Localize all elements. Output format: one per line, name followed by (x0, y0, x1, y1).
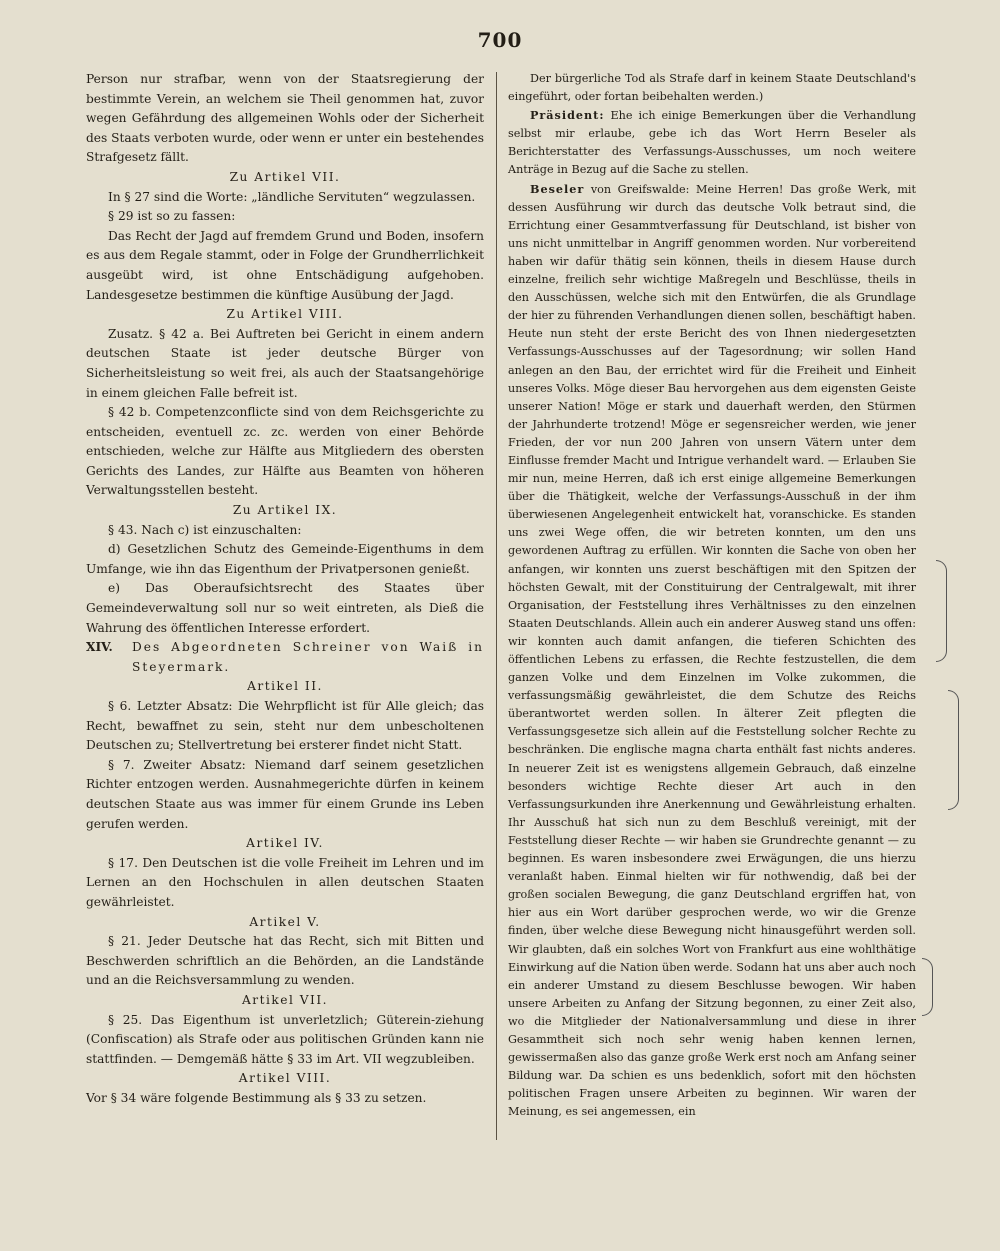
margin-bracket-mark (936, 560, 947, 662)
section-heading: Zu Artikel VII. (229, 169, 341, 184)
paragraph: Vor § 34 wäre folgende Bestimmung als § 33 zu setzen. (86, 1090, 427, 1105)
left-column (86, 70, 484, 1108)
section-heading: Artikel II. (247, 679, 323, 694)
speech-text: von Greifswalde: Meine Herren! Das große Werk, mit dessen Ausführung wir durch das deutsche Volk betraut sind, die Errichtung einer Gesammtverfassung für Deutschland, ist bisher von uns nicht unmittelbar in Angriff genommen worden. Nur vorbereitend haben wir dafür thätig sein können, theils in diesem Hause durch einzelne, freilich sehr wichtige Maßregeln und Beschlüsse, theils in den Ausschüssen, welche sich mit den Entwürfen, die als Grundlage der hier zu führenden Verhandlungen dienen sollen, beschäftigt haben. Heute nun steht der erste Bericht des von Ihnen niedergesetzten Verfassungs-Ausschusses auf der Tagesordnung; wir sollen Hand anlegen an den Bau, der errichtet wird für die Freiheit und Einheit unseres Volks. Möge dieser Bau hervorgehen aus dem eigensten Geiste unserer Nation! Möge er stark und dauerhaft werden, den Stürmen der Jahrhunderte trotzend! Möge er segensreicher werden, wie jener Frieden, der vor nun 200 Jahren von unsern Vätern unter dem Einflusse fremder Macht und Intrigue verhandelt ward. — Erlauben Sie mir nun, meine Herren, daß ich erst einige allgemeine Bemerkungen über die Thätigkeit, welche der Verfassungs-Ausschuß in der ihm überwiesenen Angelegenheit entwickelt hat, voranschicke. Es standen uns zwei Wege offen, die wir betreten konnten, um den uns gewordenen Auftrag zu erfüllen. Wir konnten die Sache von oben her anfangen, wir konnten uns zuerst beschäftigen mit den Spitzen der höchsten Gewalt, mit der Constituirung der Centralgewalt, mit ihrer Organisation, der Feststellung ihres Verhältnisses zu den einzelnen Staaten Deutschlands. Allein auch ein anderer Ausweg stand uns offen: wir konnten auch damit anfangen, die tieferen Schichten des öffentlichen Lebens zu erfassen, die Rechte festzustellen, die dem ganzen Volke und dem Einzelnen im Volke zukommen, die verfassungsmäßig gewährleistet, die dem Schutze des Reichs überantwortet werden sollen. In älterer Zeit pflegten die Verfassungsgesetze sich allein auf die Feststellung solcher Rechte zu beschränken. Die englische magna charta enthält fast nichts anderes. In neuerer Zeit ist es wenigstens allgemein Gebrauch, daß einzelne besonders wichtige Rechte dieser Art auch in den Verfassungsurkunden ihre Anerkennung und Gewährleistung erhalten. Ihr Ausschuß hat sich nun zu dem Beschluß vereinigt, mit der Feststellung dieser Rechte — wir haben sie Grundrechte genannt — zu beginnen. Es waren insbesondere zwei Erwägungen, die uns hierzu veranlaßt haben. Einmal hielten wir für nothwendig, daß bei der großen socialen Bewegung, die ganz Deutschland ergriffen hat, von hier aus ein Wort darüber gesprochen werde, wo wir die Grenze finden, über welche diese Bewegung nicht hinausgeführt werden soll. Wir glaubten, daß ein solches Wort von Frankfurt aus eine wohlthätige Einwirkung auf die Nation üben werde. Sodann hat uns aber auch noch ein anderer Umstand zu diesem Beschlusse bewogen. Wir haben unsere Arbeiten zu Anfang der Sitzung begonnen, zu einer Zeit also, wo die Mitglieder der Nationalversammlung und diese in ihrer Gesammtheit sich noch sehr wenig haben kennen lernen, gewissermaßen also das ganze große Werk erst noch am Anfang seiner Bildung war. Da schien es uns bedenklich, sofort mit den höchsten politischen Fragen unsere Arbeiten zu beginnen. Wir waren der Meinung, es sei angemessen, ein (508, 182, 917, 1119)
page-number: 700 (477, 28, 523, 52)
paragraph: § 6. Letzter Absatz: Die Wehrpflicht ist für Alle gleich; das Recht, bewaffnet zu sein, steht nur dem unbescholtenen Deutschen zu; Stellvertretung bei ersterer findet nicht Statt. (86, 699, 484, 753)
paragraph: Person nur strafbar, wenn von der Staatsregierung der bestimmte Verein, an welchem sie Theil genommen hat, zuvor wegen Gefährdung des allgemeinen Wohls oder der Sicherheit des Staats verboten wurde, oder wenn er unter ein bestehendes Strafgesetz fällt. (86, 72, 484, 165)
speech-text: Ehe ich einige Bemerkungen über die Verhandlung selbst mir erlaube, gebe ich das Wort Herrn Beseler als Berichterstatter des Verfassungs-Ausschusses, um noch weitere Anträge in Bezug auf die Sache zu stellen. (508, 109, 916, 177)
section-heading: Artikel V. (249, 914, 321, 929)
section-heading: Artikel IV. (246, 836, 324, 851)
paragraph: § 43. Nach c) ist einzuschalten: (108, 522, 302, 537)
roman-number: XIV. (86, 640, 113, 655)
speech-paragraph (508, 180, 916, 1122)
margin-bracket-mark (922, 958, 933, 1016)
paragraph: Das Recht der Jagd auf fremdem Grund und Boden, insofern es aus dem Regale stammt, oder in Folge der Grundherrlichkeit ausgeübt wird, ist ohne Entschädigung aufgehoben. Landesgesetze bestimmen die künftige Ausübung der Jagd. (86, 228, 484, 302)
paragraph: § 25. Das Eigenthum ist unverletzlich; Güterein-ziehung (Confiscation) als Strafe oder aus politischen Gründen kann nie stattfinden. — Demgemäß hätte § 33 im Art. VII wegzubleiben. (86, 1012, 484, 1066)
section-heading: Zu Artikel VIII. (226, 307, 344, 322)
column-divider (496, 72, 497, 1140)
speaker-name: Präsident: (530, 108, 605, 123)
numbered-motion (86, 638, 484, 677)
right-column (508, 70, 916, 1121)
section-heading: Artikel VII. (241, 992, 329, 1007)
paragraph: § 17. Den Deutschen ist die volle Freiheit im Lehren und im Lernen an den Hochschulen in allen deutschen Staaten gewährleistet. (86, 855, 484, 909)
section-heading: Zu Artikel IX. (232, 503, 338, 518)
motion-title: Des Abgeordneten Schreiner von Waiß in Steyermark. (132, 640, 484, 674)
paragraph: § 21. Jeder Deutsche hat das Recht, sich mit Bitten und Beschwerden schriftlich an die Behörden, an die Landstände und an die Reichsversammlung zu wenden. (86, 934, 484, 988)
speech-paragraph (508, 106, 916, 179)
margin-bracket-mark (948, 690, 959, 810)
paragraph: § 42 b. Competenzconflicte sind von dem Reichsgerichte zu entscheiden, eventuell zc. zc. werden von einer Behörde entschieden, welche zur Hälfte aus Mitgliedern des obersten Gerichts des Landes, zur Hälfte aus Beamten von höheren Verwaltungsstellen besteht. (86, 405, 484, 498)
paragraph: In § 27 sind die Worte: „ländliche Servituten“ wegzulassen. (108, 189, 476, 204)
section-heading: Artikel VIII. (238, 1071, 332, 1086)
speaker-name: Beseler (530, 181, 585, 196)
paragraph: § 7. Zweiter Absatz: Niemand darf seinem gesetzlichen Richter entzogen werden. Ausnahmegerichte dürfen in keinem deutschen Staate aus was immer für einem Grunde ins Leben gerufen werden. (86, 757, 484, 831)
paragraph: Zusatz. § 42 a. Bei Auftreten bei Gericht in einem andern deutschen Staate ist jeder deutsche Bürger von Sicherheitsleistung so weit frei, als auch der Staatsangehörige in einem gleichen Falle befreit ist. (86, 326, 484, 400)
paragraph: Der bürgerliche Tod als Strafe darf in keinem Staate Deutschland's eingeführt, oder fortan beibehalten werden.) (508, 72, 916, 104)
paragraph: § 29 ist so zu fassen: (108, 209, 236, 224)
paragraph: e) Das Oberaufsichtsrecht des Staates über Gemeindeverwaltung soll nur so weit eintreten, als Dieß die Wahrung des öffentlichen Interesse erfordert. (86, 581, 484, 635)
paragraph: d) Gesetzlichen Schutz des Gemeinde-Eigenthums in dem Umfange, wie ihn das Eigenthum der Privatpersonen genießt. (86, 542, 484, 576)
